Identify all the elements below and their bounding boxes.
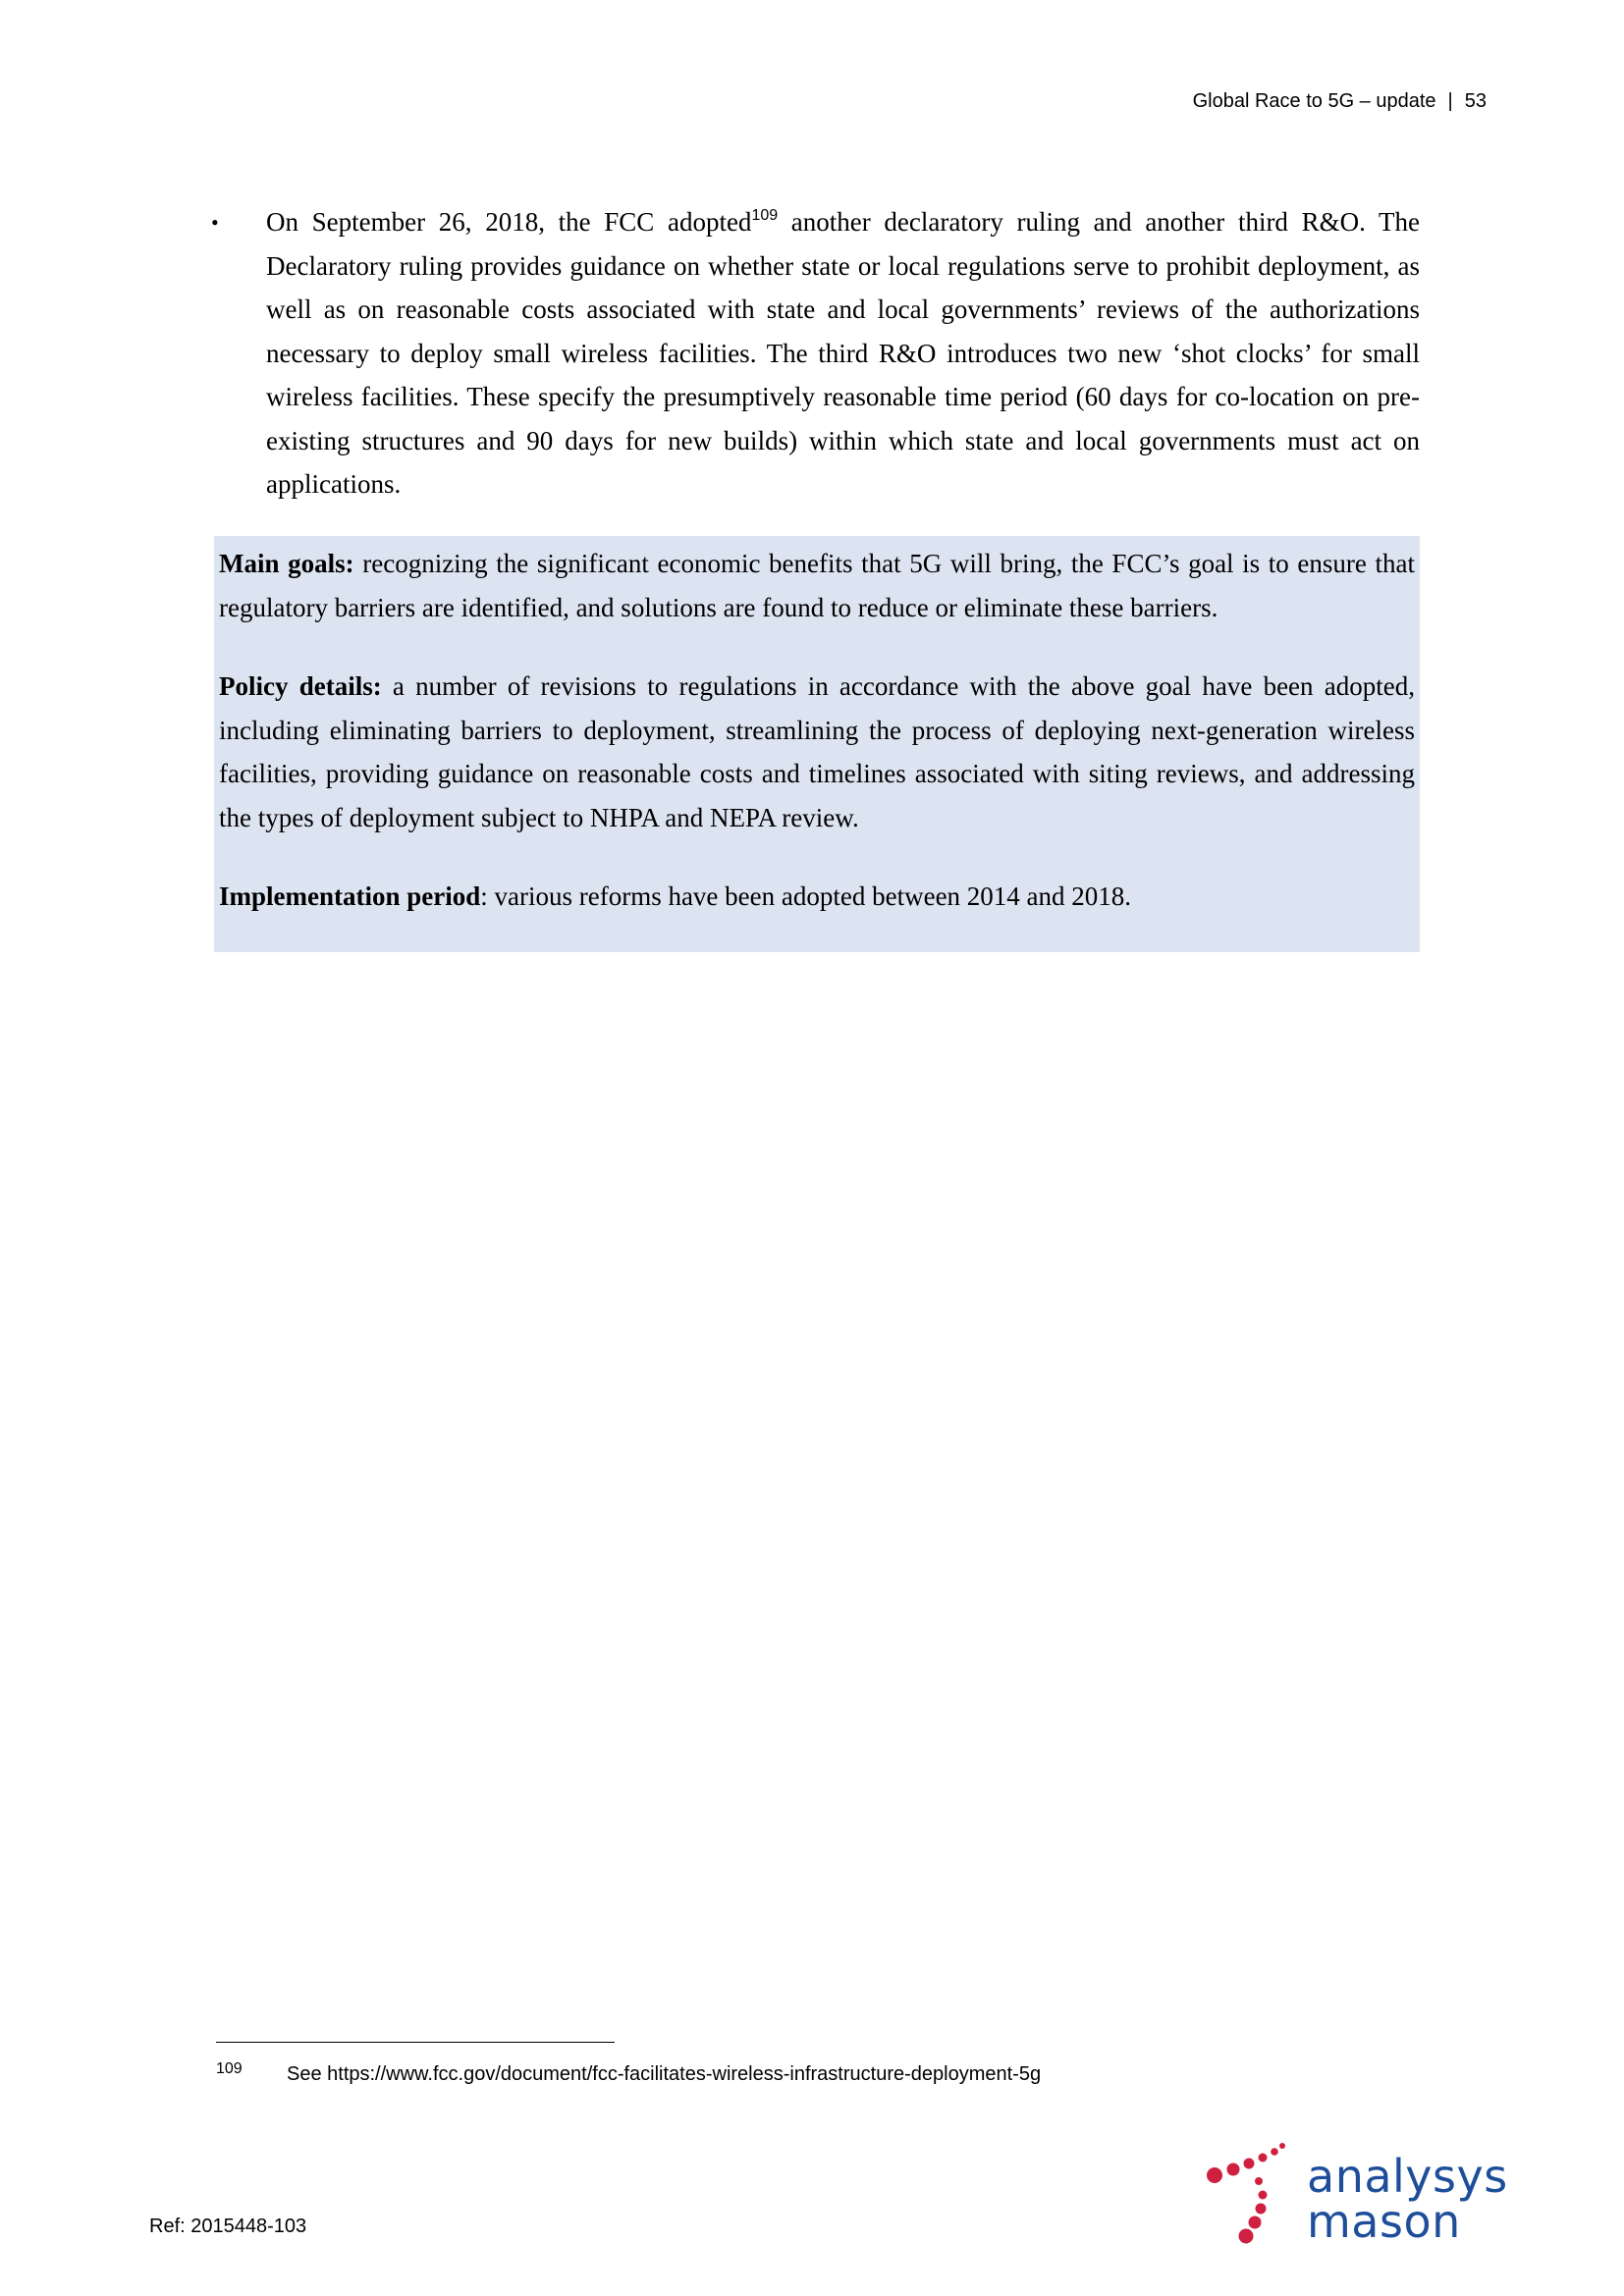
page-number: 53 [1464,90,1487,112]
main-goals-text: recognizing the significant economic benefits that 5G will bring, the FCC’s goal is to ensure that regulatory barriers are identified, and solutions are found to reduce or eliminate these barriers. [219,549,1415,622]
analysys-mason-logo [1206,2140,1510,2248]
main-goals-label: Main goals: [219,549,354,578]
logo-dots-icon [1206,2140,1304,2248]
footnote-divider [216,2042,615,2043]
footnote [216,2060,1042,2086]
footnote-number: 109 [216,2060,243,2077]
footnote-text[interactable]: See https://www.fcc.gov/document/fcc-facilitates-wireless-infrastructure-deployment-5g [287,2063,1042,2085]
bullet-text-before: On September 26, 2018, the FCC adopted [266,207,752,237]
logo-line-2: mason [1307,2195,1461,2248]
running-header [1193,90,1487,113]
implementation-period-paragraph [219,875,1415,919]
policy-details-paragraph [219,665,1415,839]
implementation-period-text: : various reforms have been adopted between 2014 and 2018. [480,881,1132,911]
footnote-reference[interactable]: 109 [751,207,779,224]
summary-box [214,536,1420,952]
bullet-text-after: another declaratory ruling and another third R&O. The Declaratory ruling provides guidance on whether state or local regulations serve to prohibit deployment, as well as on reasonable costs associated with state and local governments’ reviews of the authorizations necessary to deploy small wireless facilities. The third R&O introduces two new ‘shot clocks’ for small wireless facilities. These specify the presumptively reasonable time period (60 days for co-location on pre-existing structures and 90 days for new builds) within which state and local governments must act on applications. [266,207,1421,499]
document-reference: Ref: 2015448-103 [149,2216,307,2237]
bullet-list-item [211,200,1421,507]
bullet-icon: • [211,210,219,235]
policy-details-label: Policy details: [219,671,382,701]
header-title: Global Race to 5G – update [1192,90,1436,112]
bullet-paragraph [266,200,1420,507]
main-goals-paragraph [219,542,1415,629]
logo-line-1: analysys [1307,2150,1508,2203]
policy-details-text: a number of revisions to regulations in accordance with the above goal have been adopted, including eliminating barriers to deployment, streamlining the process of deploying next-generation wireless facilities, providing guidance on reasonable costs and timelines associated with siting reviews, and addressing the types of deployment subject to NHPA and NEPA review. [219,671,1415,832]
implementation-period-label: Implementation period [219,881,481,911]
header-separator: | [1447,90,1453,112]
